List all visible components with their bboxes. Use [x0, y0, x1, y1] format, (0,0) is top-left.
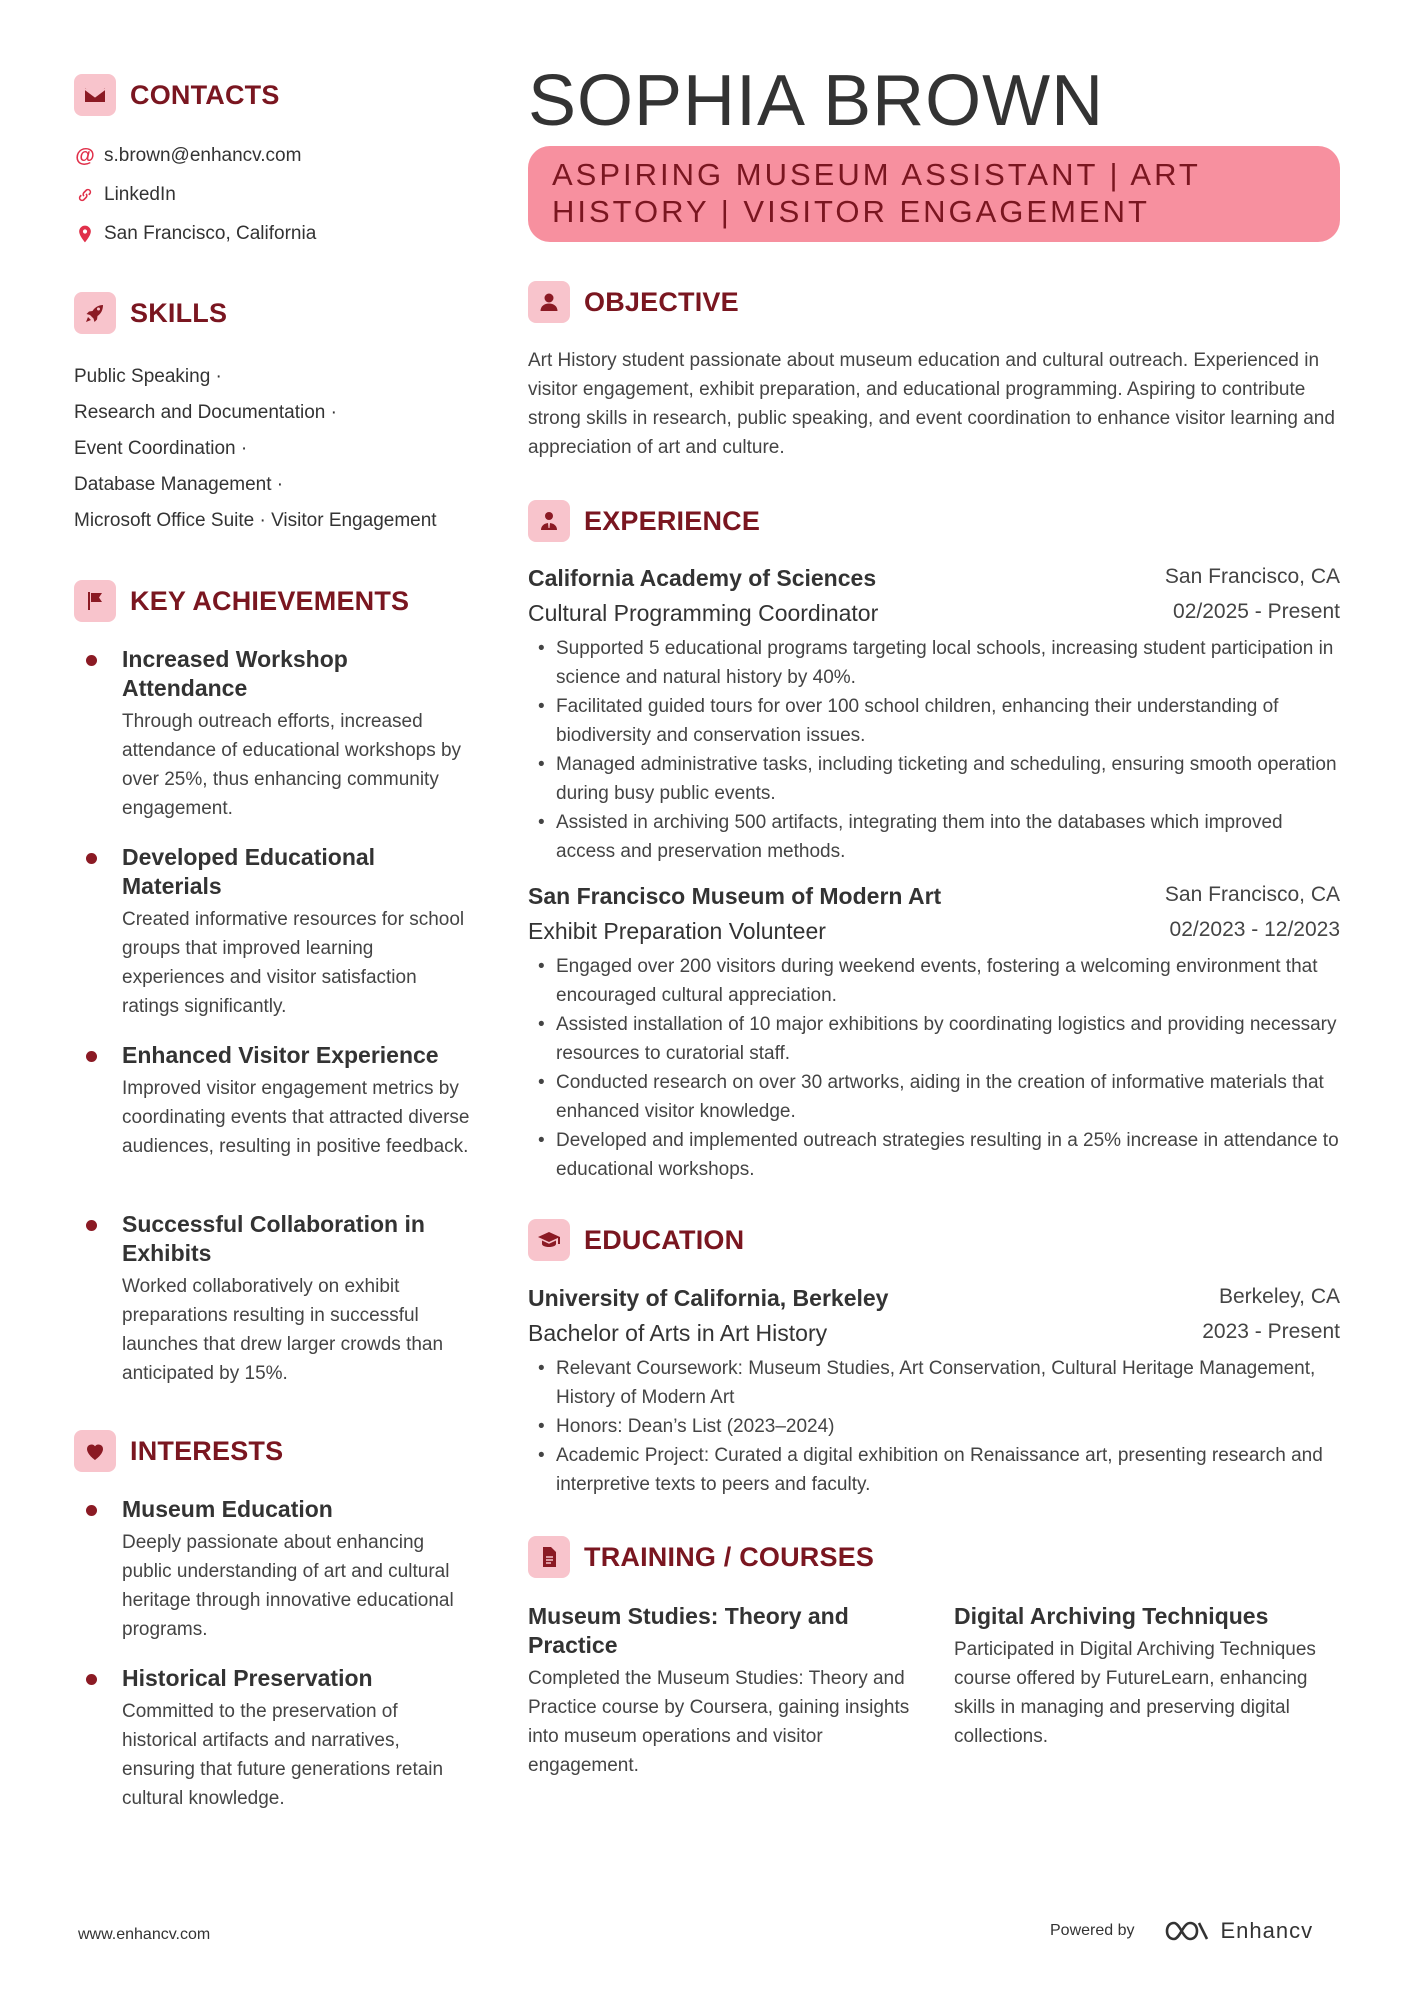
bullet-dot: [86, 1220, 97, 1231]
school-name: University of California, Berkeley: [528, 1285, 889, 1311]
bullet-dot: [86, 853, 97, 864]
job-bullets: [528, 952, 1340, 1184]
contacts-title: CONTACTS: [130, 79, 280, 110]
objective-title: OBJECTIVE: [584, 286, 739, 317]
job-bullet: • Engaged over 200 visitors during weekend events, fostering a welcoming environment that encouraged cultural appreciation.: [528, 952, 1340, 1010]
job-role: Cultural Programming Coordinator: [528, 600, 879, 626]
education-bullet: • Academic Project: Curated a digital exhibition on Renaissance art, presenting research and interpretive texts to peers and faculty.: [528, 1441, 1340, 1499]
degree: Bachelor of Arts in Art History: [528, 1320, 828, 1346]
job-bullet: • Supported 5 educational programs targeting local schools, increasing student participation in science and natural history by 40%.: [528, 634, 1340, 692]
contact-location: [74, 223, 316, 245]
job-org: San Francisco Museum of Modern Art: [528, 883, 942, 909]
course-item: [954, 1602, 1344, 1751]
education-dates: 2023 - Present: [1202, 1320, 1340, 1343]
skills-title: SKILLS: [130, 297, 228, 328]
course-title: Digital Archiving Techniques: [954, 1603, 1269, 1629]
job-location: San Francisco, CA: [1164, 565, 1340, 588]
interest-title: Historical Preservation: [122, 1665, 373, 1691]
rocket-icon: [74, 292, 116, 334]
job-bullet: • Assisted in archiving 500 artifacts, integrating them into the databases which improved access and preservation methods.: [528, 808, 1340, 866]
job-role-row: [528, 918, 1340, 945]
achievements-section-header: [74, 580, 409, 622]
education-header-row: [528, 1285, 1340, 1312]
footer-branding: [1050, 1918, 1313, 1944]
interest-desc: Deeply passionate about enhancing public understanding of art and cultural heritage through innovative educational programs.: [122, 1532, 454, 1640]
enhancv-logo-icon: [1163, 1918, 1211, 1944]
contacts-section-header: [74, 74, 280, 116]
bullet-dot: [86, 1051, 97, 1062]
powered-by-text: Powered by: [1050, 1922, 1135, 1939]
briefcase-user-icon: [528, 500, 570, 542]
education-degree-row: [528, 1320, 1340, 1347]
job-bullet: • Conducted research on over 30 artworks, aiding in the creation of informative materials that enhanced visitor knowledge.: [528, 1068, 1340, 1126]
footer-website-link[interactable]: www.enhancv.com: [78, 1926, 211, 1943]
course-desc: Completed the Museum Studies: Theory and Practice course by Coursera, gaining insights into museum operations and visitor engagement.: [528, 1668, 910, 1776]
job-bullet: • Developed and implemented outreach strategies resulting in a 25% increase in attendance to educational workshops.: [528, 1126, 1340, 1184]
achievement-desc: Created informative resources for school groups that improved learning experiences and visitor satisfaction ratings significantly.: [122, 909, 465, 1017]
job-dates: 02/2023 - 12/2023: [1169, 918, 1340, 941]
job-role-row: [528, 600, 1340, 627]
training-section-header: [528, 1536, 874, 1578]
achievement-item: [74, 843, 474, 1021]
job-dates: 02/2025 - Present: [1173, 600, 1340, 623]
experience-title: EXPERIENCE: [584, 505, 761, 536]
education-title: EDUCATION: [584, 1224, 745, 1255]
job-header-row: [528, 883, 1340, 910]
experience-section-header: [528, 500, 760, 542]
skill-line: Public Speaking ·: [74, 366, 222, 387]
objective-text: Art History student passionate about museum education and cultural outreach. Experienced in visitor engagement, exhibit preparation, and educational programming. Aspiring to contribute strong skills in research, public speaking, and event coordination to enhance visitor learning and appreciation of art and culture.: [528, 350, 1335, 458]
achievement-title: Increased Workshop Attendance: [122, 646, 348, 701]
brand-name: Enhancv: [1220, 1918, 1314, 1943]
job-org: California Academy of Sciences: [528, 565, 877, 591]
linkedin-text: LinkedIn: [104, 184, 176, 205]
course-item: [528, 1602, 918, 1780]
email-text: s.brown@enhancv.com: [104, 145, 302, 166]
job-role: Exhibit Preparation Volunteer: [528, 918, 826, 944]
skills-section-header: [74, 292, 227, 334]
skill-line: Research and Documentation ·: [74, 402, 337, 423]
job-header-row: [528, 565, 1340, 592]
at-icon: @: [75, 144, 95, 167]
bullet-dot: [86, 655, 97, 666]
enhancv-logo[interactable]: [1163, 1918, 1314, 1944]
skill-line: Database Management ·: [74, 474, 284, 495]
achievement-item: [74, 1210, 474, 1388]
education-bullet: • Relevant Coursework: Museum Studies, Art Conservation, Cultural Heritage Management, History of Modern Art: [528, 1354, 1340, 1412]
course-title: Museum Studies: Theory and Practice: [528, 1603, 849, 1658]
skill-line: Microsoft Office Suite · Visitor Engagement: [74, 510, 437, 531]
document-icon: [528, 1536, 570, 1578]
interest-item: [74, 1495, 474, 1644]
job-bullets: [528, 634, 1340, 866]
achievements-title: KEY ACHIEVEMENTS: [130, 585, 410, 616]
tagline-banner: ASPIRING MUSEUM ASSISTANT | ART HISTORY | VISITOR ENGAGEMENT: [528, 146, 1340, 242]
flag-icon: [74, 580, 116, 622]
achievement-title: Enhanced Visitor Experience: [122, 1042, 439, 1068]
interest-item: [74, 1664, 474, 1813]
bullet-dot: [86, 1674, 97, 1685]
achievement-title: Successful Collaboration in Exhibits: [122, 1211, 425, 1266]
achievement-desc: Through outreach efforts, increased attendance of educational workshops by over 25%, thus enhancing community engagement.: [122, 711, 462, 819]
envelope-icon: [74, 74, 116, 116]
map-pin-icon: [74, 223, 96, 245]
interest-title: Museum Education: [122, 1496, 333, 1522]
skill-line: Event Coordination ·: [74, 438, 248, 459]
achievement-desc: Worked collaboratively on exhibit preparations resulting in successful launches that drew larger crowds than anticipated by 15%.: [122, 1276, 444, 1384]
school-location: Berkeley, CA: [1219, 1285, 1340, 1308]
education-bullet: • Honors: Dean’s List (2023–2024): [528, 1412, 1340, 1441]
achievement-item: [74, 645, 474, 823]
job-bullet: • Facilitated guided tours for over 100 school children, enhancing their understanding of biodiversity and conservation issues.: [528, 692, 1340, 750]
achievement-title: Developed Educational Materials: [122, 844, 376, 899]
job-location: San Francisco, CA: [1164, 883, 1340, 906]
candidate-name: SOPHIA BROWN: [528, 61, 1105, 141]
graduation-cap-icon: [528, 1219, 570, 1261]
training-title: TRAINING / COURSES: [584, 1541, 875, 1572]
interests-section-header: [74, 1430, 283, 1472]
contact-email[interactable]: [74, 145, 301, 167]
job-bullet: • Assisted installation of 10 major exhibitions by coordinating logistics and providing necessary resources to curatorial staff.: [528, 1010, 1340, 1068]
contact-linkedin[interactable]: [74, 184, 176, 206]
education-section-header: [528, 1219, 744, 1261]
location-text: San Francisco, California: [104, 223, 317, 244]
heart-icon: [74, 1430, 116, 1472]
job-bullet: • Managed administrative tasks, including ticketing and scheduling, ensuring smooth operation during busy public events.: [528, 750, 1340, 808]
objective-section-header: [528, 281, 739, 323]
achievement-desc: Improved visitor engagement metrics by coordinating events that attracted diverse audiences, resulting in positive feedback.: [122, 1078, 470, 1157]
achievement-item: [74, 1041, 474, 1161]
user-icon: [528, 281, 570, 323]
education-bullets: [528, 1354, 1340, 1499]
interest-desc: Committed to the preservation of historical artifacts and narratives, ensuring that future generations retain cultural knowledge.: [122, 1701, 444, 1809]
interests-title: INTERESTS: [130, 1435, 284, 1466]
bullet-dot: [86, 1505, 97, 1516]
link-icon: [74, 184, 96, 206]
course-desc: Participated in Digital Archiving Techniques course offered by FutureLearn, enhancing skills in managing and preserving digital collections.: [954, 1639, 1316, 1747]
